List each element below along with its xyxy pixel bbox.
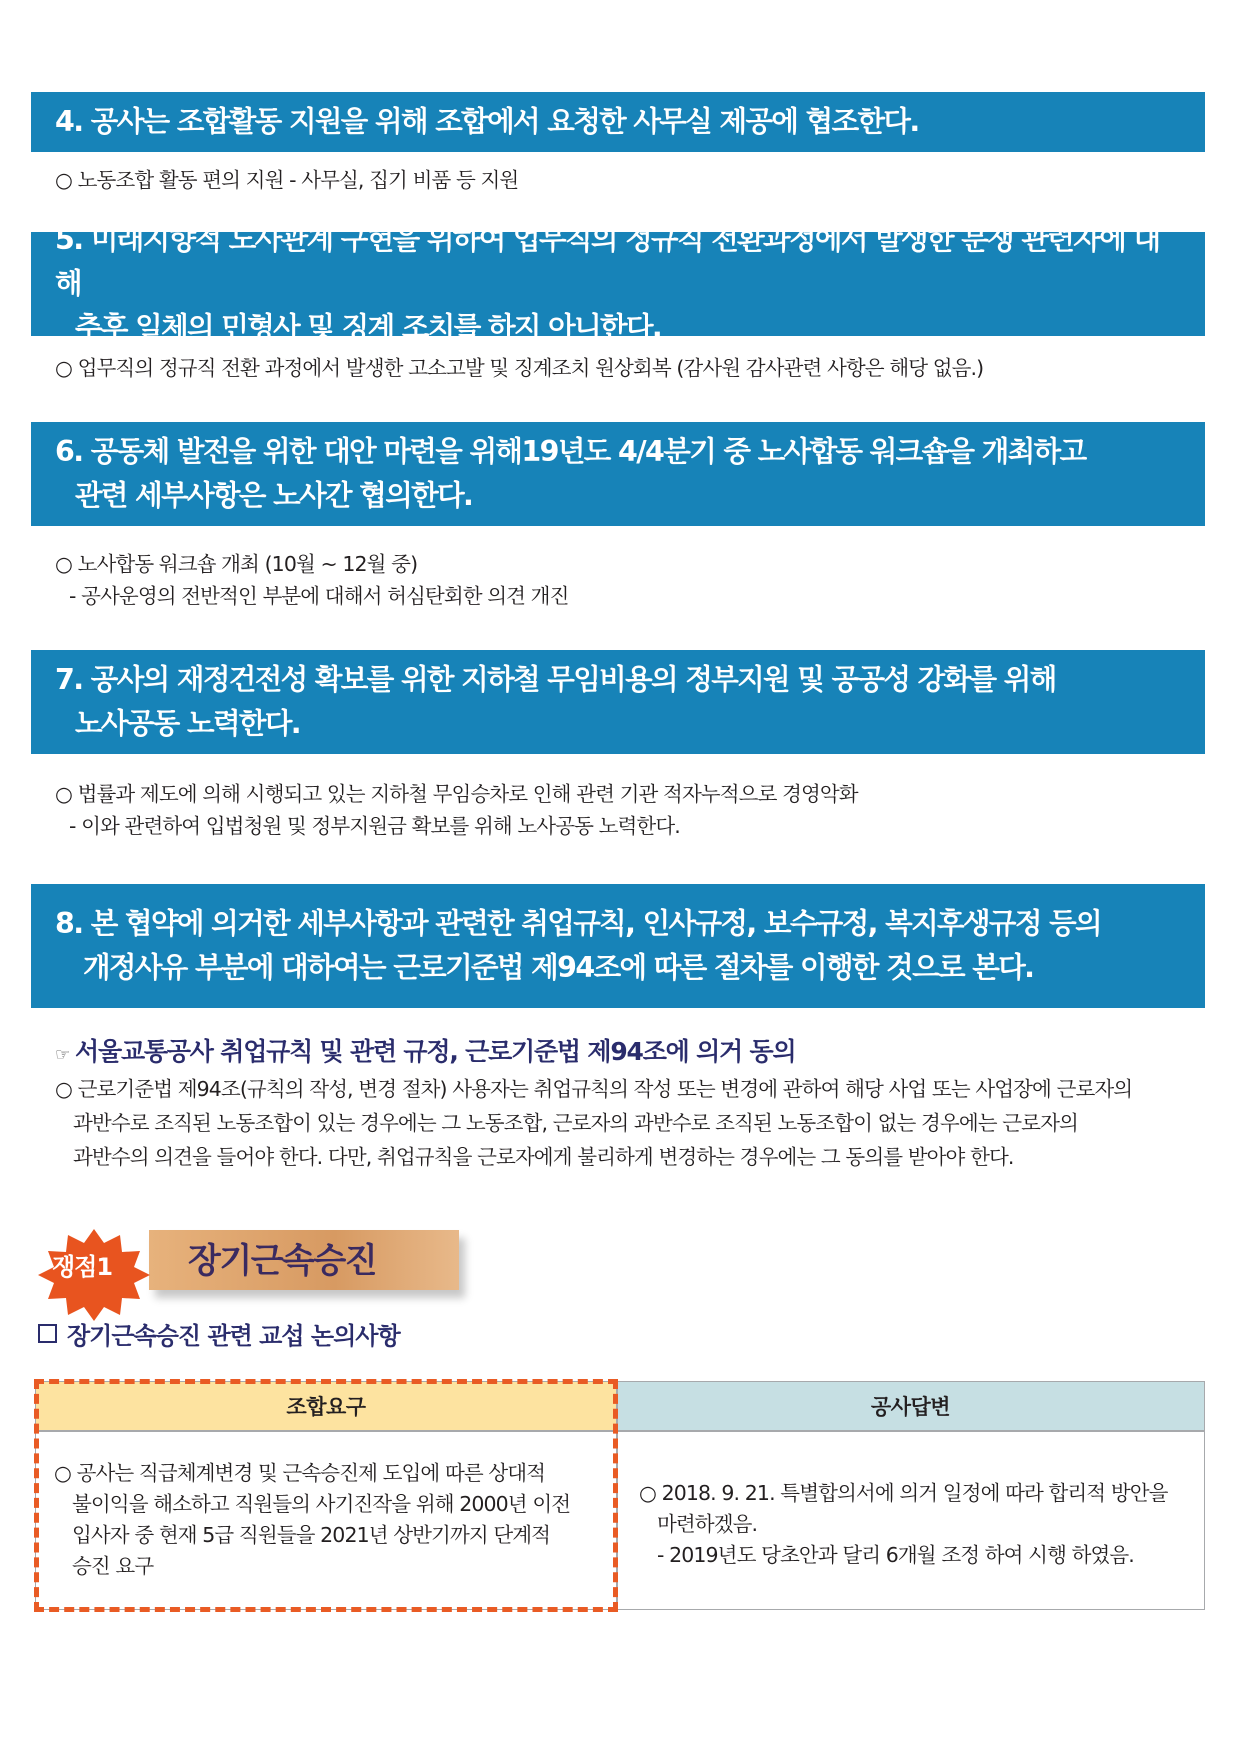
- consent-subheading: [55, 1032, 795, 1068]
- issue-badge: 쟁점1: [52, 1253, 113, 1281]
- section-5-banner: [31, 223, 1205, 344]
- section-8-banner: [31, 884, 1205, 1008]
- section-6-title-line1: 6. 공동체 발전을 위한 대안 마련을 위해19년도 4/4분기 중 노사합동 워크숍을 개최하고: [55, 435, 1086, 468]
- company-response-header: 공사답변: [616, 1382, 1204, 1430]
- section-6-body: [55, 548, 568, 612]
- union-demand-line: ○ 공사는 직급체계변경 및 근속승진제 도입에 따른 상대적: [54, 1461, 546, 1485]
- law-text-line: 과반수로 조직된 노동조합이 있는 경우에는 그 노동조합, 근로자의 과반수로 조직된 노동조합이 없는 경우에는 근로자의: [73, 1111, 1078, 1135]
- law-text: [55, 1072, 1132, 1174]
- union-demand-line: 입사자 중 현재 5급 직원들을 2021년 상반기까지 단계적: [72, 1523, 551, 1547]
- square-bullet-icon: [38, 1324, 57, 1343]
- discussion-heading: [38, 1316, 400, 1351]
- section-5-body-line: ○ 업무직의 정규직 전환 과정에서 발생한 고소고발 및 징계조치 원상회복 (감사원 감사관련 사항은 해당 없음.): [55, 356, 984, 380]
- section-6-title-line2: 관련 세부사항은 노사간 협의한다.: [75, 479, 473, 512]
- section-4-title: 4. 공사는 조합활동 지원을 위해 조합에서 요청한 사무실 제공에 협조한다.: [55, 105, 919, 138]
- company-response-line: ○ 2018. 9. 21. 특별합의서에 의거 일정에 따라 합리적 방안을: [639, 1481, 1168, 1505]
- section-7-body-line: - 이와 관련하여 입법청원 및 정부지원금 확보를 위해 노사공동 노력한다.: [69, 814, 680, 838]
- section-7-title-line1: 7. 공사의 재정건전성 확보를 위한 지하철 무임비용의 정부지원 및 공공성 강화를 위해: [55, 663, 1056, 696]
- section-8-title-line2: 개정사유 부분에 대하여는 근로기준법 제94조에 따른 절차를 이행한 것으로 본다.: [83, 951, 1034, 984]
- section-6-banner: [31, 422, 1205, 526]
- section-4-banner: [31, 92, 1205, 152]
- section-6-body-line: ○ 노사합동 워크숍 개최 (10월 ~ 12월 중): [55, 552, 418, 576]
- union-demand-highlight: [34, 1379, 618, 1612]
- law-text-line: ○ 근로기준법 제94조(규칙의 작성, 변경 절차) 사용자는 취업규칙의 작성 또는 변경에 관하여 해당 사업 또는 사업장에 근로자의: [55, 1077, 1133, 1101]
- consent-subheading-text: 서울교통공사 취업규칙 및 관련 규정, 근로기준법 제94조에 의거 동의: [75, 1037, 796, 1066]
- union-demand-header: 조합요구: [36, 1382, 616, 1430]
- company-response-line: - 2019년도 당초안과 달리 6개월 조정 하여 시행 하였음.: [657, 1543, 1134, 1567]
- section-7-body: [55, 778, 858, 842]
- section-5-body: [55, 352, 983, 384]
- company-response-cell: [639, 1478, 1199, 1571]
- pointing-hand-icon: ☞: [55, 1045, 70, 1065]
- section-8-title-line1: 8. 본 협약에 의거한 세부사항과 관련한 취업규칙, 인사규정, 보수규정, 복지후생규정 등의: [55, 907, 1101, 940]
- section-4-body: [55, 164, 518, 196]
- section-5-title-line2: 추후 일체의 민형사 및 징계 조치를 하지 아니한다.: [75, 311, 662, 344]
- law-text-line: 과반수의 의견을 들어야 한다. 다만, 취업규칙을 근로자에게 불리하게 변경하는 경우에는 그 동의를 받아야 한다.: [73, 1145, 1014, 1169]
- section-7-banner: [31, 650, 1205, 754]
- issue-title: 장기근속승진: [188, 1241, 377, 1281]
- section-6-body-line: - 공사운영의 전반적인 부분에 대해서 허심탄회한 의견 개진: [69, 584, 569, 608]
- section-5-title-line1: 5. 미래지향적 노사관계 구현을 위하여 업무직의 정규직 전환과정에서 발생한 분쟁 관련자에 대해: [55, 223, 1160, 300]
- union-demand-line: 승진 요구: [72, 1554, 154, 1578]
- section-4-body-line: ○ 노동조합 활동 편의 지원 - 사무실, 집기 비품 등 지원: [55, 168, 519, 192]
- section-7-body-line: ○ 법률과 제도에 의해 시행되고 있는 지하철 무임승차로 인해 관련 기관 적자누적으로 경영악화: [55, 782, 858, 806]
- union-demand-line: 불이익을 해소하고 직원들의 사기진작을 위해 2000년 이전: [72, 1492, 571, 1516]
- company-response-line: 마련하겠음.: [657, 1512, 758, 1536]
- section-7-title-line2: 노사공동 노력한다.: [75, 707, 300, 740]
- discussion-heading-text: 장기근속승진 관련 교섭 논의사항: [67, 1322, 400, 1350]
